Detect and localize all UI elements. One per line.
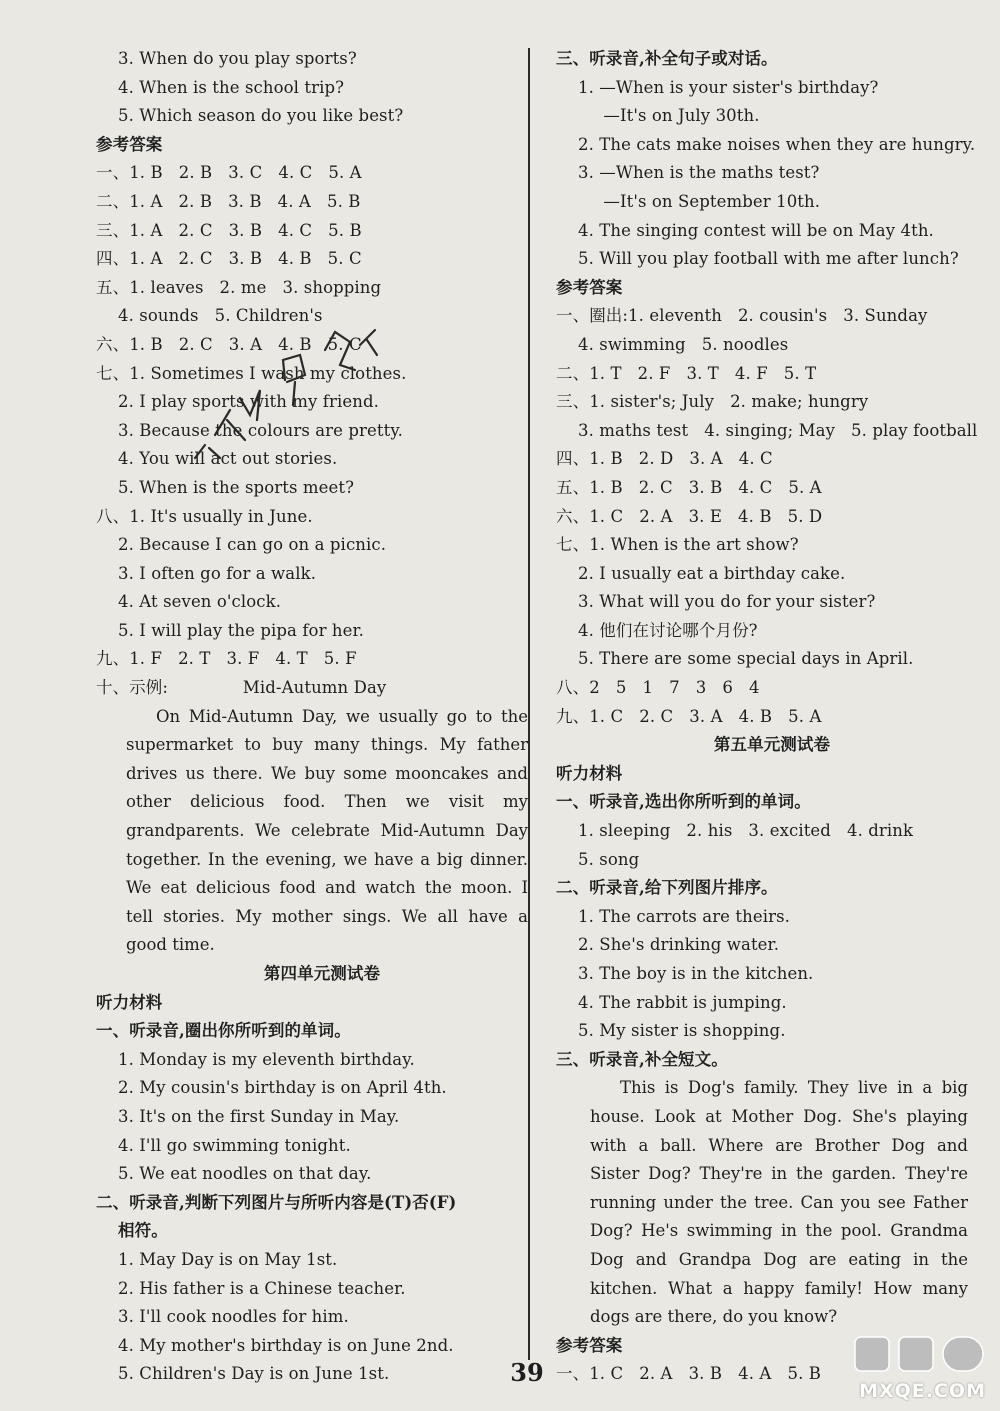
watermark-url: MXQE.COM (859, 1380, 986, 1402)
left-column-line: 3. Because the colours are pretty. (118, 420, 403, 440)
left-column-2-line: 第四单元测试卷 (263, 964, 381, 983)
right-column-line: 一、听录音,选出你所听到的单词。 (556, 792, 811, 812)
right-column-line: 5. My sister is shopping. (578, 1021, 786, 1041)
right-column-line: 1. sleeping 2. his 3. excited 4. drink (578, 821, 914, 841)
left-column-2-line: 1. Monday is my eleventh birthday. (118, 1049, 415, 1069)
left-column (96, 45, 528, 1389)
unit4-listening (96, 960, 528, 1389)
right-column-line: 3. maths test 4. singing; May 5. play football (578, 420, 978, 440)
handwriting-scribble (185, 320, 385, 460)
left-column-line: 5. When is the sports meet? (118, 477, 355, 497)
left-column-2-line: 3. It's on the first Sunday in May. (118, 1106, 400, 1126)
right-column-line: 听力材料 (556, 763, 623, 783)
right-column-line: 三、1. sister's; July 2. make; hungry (556, 392, 869, 412)
right-column-line: 三、听录音,补全句子或对话。 (556, 49, 778, 68)
right-column-line: 第五单元测试卷 (713, 735, 831, 755)
left-column-2-line: 3. I'll cook noodles for him. (118, 1307, 349, 1327)
right-column-line: 六、1. C 2. A 3. E 4. B 5. D (556, 506, 823, 526)
right-column-line: 五、1. B 2. C 3. B 4. C 5. A (556, 477, 822, 497)
right-column-line: 二、听录音,给下列图片排序。 (556, 878, 778, 898)
left-column-2-line: 相符。 (118, 1221, 168, 1241)
right-column-line: 九、1. C 2. C 3. A 4. B 5. A (556, 706, 822, 726)
right-column-line: 5. Will you play football with me after lunch? (578, 249, 959, 269)
right-column-2-line: 一、1. C 2. A 3. B 4. A 5. B (556, 1364, 821, 1384)
right-column (556, 45, 978, 1389)
watermark (849, 1335, 994, 1407)
left-column-line: 4. At seven o'clock. (118, 592, 282, 612)
left-column-line: 二、1. A 2. B 3. B 4. A 5. B (96, 191, 361, 211)
right-column-line: 2. I usually eat a birthday cake. (578, 563, 846, 583)
right-column-line: 二、1. T 2. F 3. T 4. F 5. T (556, 363, 817, 383)
dog-family-essay: This is Dog's family. They live in a big house. Look at Mother Dog. She's playing with a ball. Where are Brother Dog and Sister Dog? They're in the garden. They're running under the tree. Can you see Father Dog? He's swimming in the pool. Grandma Dog and Grandpa Dog are eating in the kitchen. What a happy family! How many dogs are there, do you know? (590, 1078, 968, 1327)
left-column-line: 三、1. A 2. C 3. B 4. C 5. B (96, 220, 362, 240)
left-column-2-line: 听力材料 (96, 992, 163, 1012)
right-column-line: 1. The carrots are theirs. (578, 906, 790, 926)
left-column-line: 5. I will play the pipa for her. (118, 620, 365, 640)
right-column-line: 4. swimming 5. noodles (578, 334, 789, 354)
left-column-line: 3. When do you play sports? (118, 49, 357, 68)
right-column-line: 4. 他们在讨论哪个月份? (578, 620, 758, 640)
right-column-line: 参考答案 (556, 277, 623, 297)
right-column-line: 4. The singing contest will be on May 4th. (578, 220, 934, 240)
right-column-2-line: 参考答案 (556, 1335, 623, 1355)
right-column-line: —It's on September 10th. (582, 191, 821, 211)
left-column-2-line: 4. My mother's birthday is on June 2nd. (118, 1335, 454, 1355)
left-column-line: 九、1. F 2. T 3. F 4. T 5. F (96, 649, 357, 669)
right-column-line: 5. song (578, 849, 640, 869)
left-column-line: 十、示例: Mid-Autumn Day (96, 678, 387, 698)
left-column-line: 2. I play sports with my friend. (118, 392, 379, 412)
right-lines (556, 45, 978, 1074)
left-column-2-line: 一、听录音,圈出你所听到的单词。 (96, 1021, 351, 1041)
right-column-line: 3. —When is the maths test? (578, 163, 820, 183)
left-column-line: 2. Because I can go on a picnic. (118, 535, 387, 555)
right-column-line: 2. The cats make noises when they are hungry. (578, 134, 976, 154)
right-column-line: 4. The rabbit is jumping. (578, 992, 787, 1012)
right-column-line: 1. —When is your sister's birthday? (578, 77, 879, 97)
left-column-line: 4. sounds 5. Children's (118, 306, 323, 326)
left-column-2-line: 4. I'll go swimming tonight. (118, 1135, 351, 1155)
right-column-line: 3. What will you do for your sister? (578, 592, 876, 612)
left-column-line: 3. I often go for a walk. (118, 563, 317, 583)
left-column-line: 八、1. It's usually in June. (96, 506, 313, 526)
right-column-line: 3. The boy is in the kitchen. (578, 964, 814, 983)
left-column-line: 七、1. Sometimes I wash my clothes. (96, 363, 407, 383)
left-column-2-line: 5. Children's Day is on June 1st. (118, 1364, 390, 1384)
left-column-line: 5. Which season do you like best? (118, 106, 404, 126)
page-number: 39 (510, 1358, 544, 1387)
right-column-line: 三、听录音,补全短文。 (556, 1049, 728, 1069)
column-divider (528, 48, 530, 1360)
left-column-line: 六、1. B 2. C 3. A 4. B 5. C (96, 334, 362, 354)
left-column-line: 4. When is the school trip? (118, 77, 345, 97)
left-column-2-line: 5. We eat noodles on that day. (118, 1164, 372, 1184)
left-column-2-line: 2. His father is a Chinese teacher. (118, 1278, 406, 1298)
left-column-2-line: 1. May Day is on May 1st. (118, 1249, 338, 1269)
left-column-line: 五、1. leaves 2. me 3. shopping (96, 277, 382, 297)
right-column-line: 四、1. B 2. D 3. A 4. C (556, 449, 773, 469)
left-column-line: 四、1. A 2. C 3. B 4. B 5. C (96, 249, 362, 269)
right-column-line: —It's on July 30th. (582, 106, 760, 126)
left-column-line: 一、1. B 2. B 3. C 4. C 5. A (96, 163, 362, 183)
right-column-line: 八、2 5 1 7 3 6 4 (556, 678, 760, 698)
right-column-line: 5. There are some special days in April. (578, 649, 914, 669)
right-column-line: 2. She's drinking water. (578, 935, 780, 955)
right-column-line: 一、圈出:1. eleventh 2. cousin's 3. Sunday (556, 306, 928, 326)
left-column-line: 参考答案 (96, 134, 163, 154)
left-column-2-line: 二、听录音,判断下列图片与所听内容是(T)否(F) (96, 1192, 457, 1212)
left-column-2-line: 2. My cousin's birthday is on April 4th. (118, 1078, 447, 1098)
left-column-line: 4. You will act out stories. (118, 449, 338, 469)
right-column-line: 七、1. When is the art show? (556, 535, 799, 555)
mid-autumn-essay: On Mid-Autumn Day, we usually go to the supermarket to buy many things. My father drives us there. We buy some mooncakes and other delicious food. Then we visit my grandparents. We celebrate Mid-Autumn Day together. In the evening, we have a big dinner. We eat delicious food and watch the moon. I tell stories. My mother sings. We all have a good time. (126, 706, 528, 955)
